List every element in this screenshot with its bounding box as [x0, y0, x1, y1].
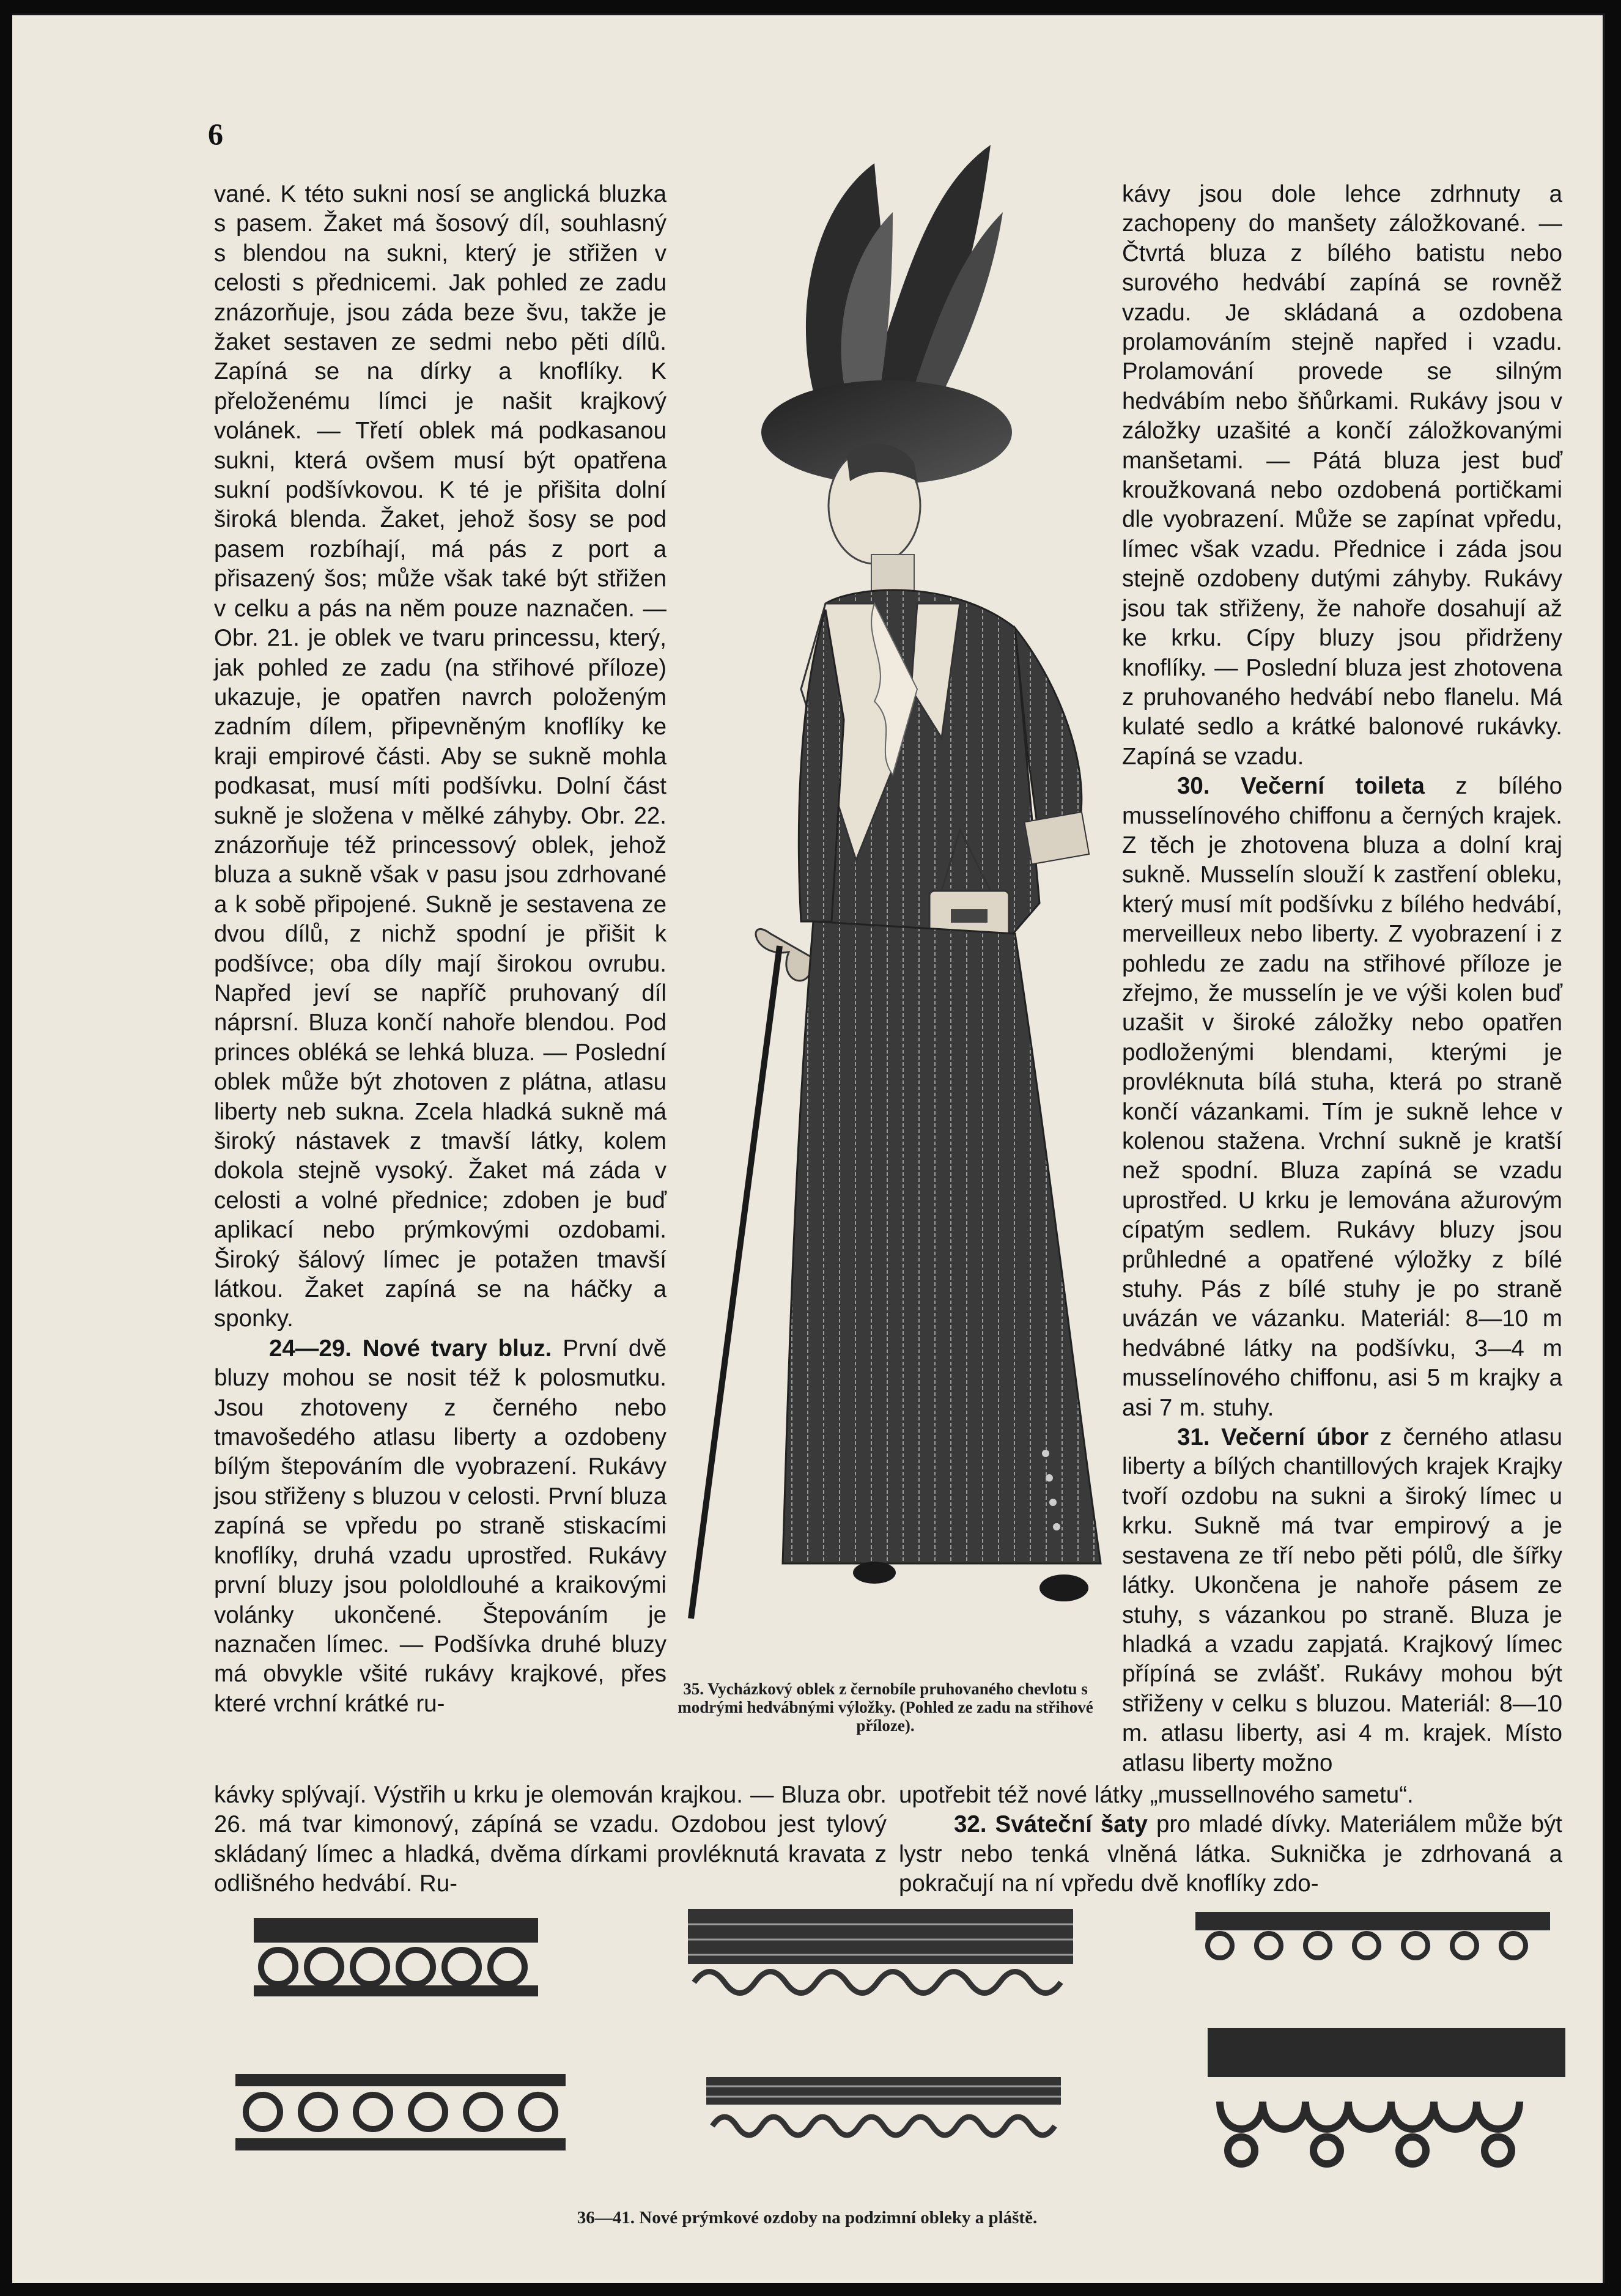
- braid-trim-icon: [1195, 1900, 1550, 1967]
- braid-trim-icon: [1208, 2028, 1565, 2172]
- page-number: 6: [208, 117, 223, 151]
- section-24-29-text: První dvě bluzy mohou se nosit též k polosmutku. Jsou zhotoveny z černého nebo tmavošedého atlasu liberty a ozdobeny bílým štepováním dle vyobrazení. Rukávy jsou střiženy s bluzou v celosti. První bluza zapíná se vpředu po straně stiskacími knoflíky, druhá vzadu uprostřed. Rukávy první bluzy jsou pololdlouhé a kraikovými volánky ukončené. Štepováním je naznačen límec. — Podšívka druhé bluzy má obvykle všité rukávy krajkové, přes které vrchní krátké ru-: [214, 1335, 666, 1717]
- braid-trim-icon: [706, 2077, 1061, 2147]
- section-32: [899, 1810, 1562, 1899]
- section-32-title: Sváteční šaty: [995, 1811, 1148, 1838]
- fashion-illustration: [673, 139, 1125, 1637]
- left-column: [214, 180, 666, 1719]
- fashion-illustration-svg: [673, 139, 1125, 1637]
- section-24-29: [214, 1334, 666, 1719]
- section-24-29-number: 24—29.: [269, 1335, 352, 1362]
- braid-trim-40: [235, 2074, 566, 2150]
- bottom-left-paragraph: kávky splývají. Výstřih u krku je olemován krajkou. — Bluza obr. 26. má tvar kimonový, zápíná se vzadu. Ozdobou jest tylový skládaný límec a hladká, dvěma dírkami provléknutá kravata z odlišného hedvábí. Ru-: [214, 1782, 887, 1897]
- section-31: [1122, 1423, 1562, 1778]
- bottom-caption: 36—41. Nové prýmkové ozdoby na podzimní obleky a pláště.: [577, 2208, 1038, 2228]
- braid-trim-icon: [254, 1912, 538, 2004]
- right-column: [1122, 180, 1562, 1778]
- section-32-number: 32.: [954, 1811, 987, 1838]
- braid-trim-38: [1195, 1900, 1550, 1967]
- section-32-text: pro mladé dívky. Materiálem může být lystr nebo tenká vlněná látka. Suknička je zdrhovaná a pokračují na ní vpředu dvě knoflíky zdo-: [899, 1811, 1562, 1897]
- right-rule: [1603, 13, 1605, 2283]
- section-31-number: 31.: [1177, 1424, 1210, 1451]
- bottom-middle-paragraph: upotřebit též nové látky „mussellnového sametu“.: [899, 1782, 1414, 1808]
- section-30-number: 30.: [1177, 773, 1210, 800]
- right-column-intro: kávy jsou dole lehce zdrhnuty a zachopeny do manšety záložkované. — Čtvrtá bluza z bílého batistu nebo surového hedvábí zapíná se rovněž vzadu. Je skládaná a ozdobena prolamováním stejně napřed i vzadu. Prolamování provede se silným hedvábím nebo šňůrkami. Rukávy jsou v záložky uzašité a končí záložkovanými manšetami. — Pátá bluza jest buď kroužkovaná nebo ozdobená portičkami dle vyobrazení. Může se zapínat vpředu, límec však vzadu. Přednice i záda jsou stejně ozdobeny dutými záhyby. Rukávy jsou tak střiženy, že nahoře dosahují až ke krku. Cípy bluzy jsou přidrženy knoflíky. — Poslední bluza jest zhotovena z pruhovaného hedvábí nebo flanelu. Má kulaté sedlo a krátké balonové rukávky. Zapíná se vzadu.: [1122, 181, 1562, 770]
- section-30: [1122, 772, 1562, 1423]
- braid-trim-icon: [235, 2074, 566, 2150]
- section-31-title: Večerní úbor: [1221, 1424, 1369, 1451]
- braid-trim-41: [706, 2077, 1061, 2147]
- magazine-page: [12, 13, 1605, 2283]
- braid-trim-36: [254, 1912, 538, 2004]
- braid-trim-39: [1208, 2028, 1565, 2172]
- braid-trim-icon: [688, 1906, 1073, 2007]
- section-30-title: Večerní toileta: [1241, 773, 1425, 800]
- bottom-right-text: [899, 1781, 1562, 1899]
- section-30-text: z bílého musselínového chiffonu a černých krajek. Z těch je zhotovena bluza a dolní kraj sukně. Musselín slouží k zastření obleku, který musí mít podšívku z bílého hedvábí, merveilleux nebo liberty. Z vyobrazení i z pohledu ze zadu na střihové příloze je zřejmo, že musselín je ve výši kolen buď uzašit v široké záložky nebo opatřen podloženými blendami, kterými je provléknuta bílá stuha, která po straně končí vázankami. Tím je sukně lehce v kolenou stažena. Vrchní sukně je kratší než spodní. Bluza zapíná se vzadu uprostřed. U krku je lemována ažurovým cípatým sedlem. Rukávy bluzy jsou průhledné a opatřené výložky z bílé stuhy. Pás z bílé stuhy je po straně uvázán ve vázanku. Materiál: 8—10 m hedvábné látky na podšívku, 3—4 m musselínového chiffonu, asi 5 m krajky a asi 7 m. stuhy.: [1122, 773, 1562, 1421]
- top-rule: [12, 13, 1605, 15]
- figure-caption: 35. Vycházkový oblek z černobíle pruhovaného chevlotu s modrými hedvábnými výložky. (Pohled ze zadu na střihové příloze).: [678, 1680, 1093, 1735]
- braid-trim-37: [688, 1906, 1073, 2007]
- section-24-29-title: Nové tvary bluz.: [362, 1335, 552, 1362]
- bottom-left-text: [214, 1781, 887, 1899]
- section-31-text: z černého atlasu liberty a bílých chantillových krajek Krajky tvoří ozdobu na sukni a široký límec u krku. Sukně má tvar empirový a je sestavena ze tří nebo pěti pólů, dle šířky látky. Ukončena je nahoře pásem ze stuhy, s vázankou po straně. Bluza je hladká a vzadu zapjatá. Krajkový límec přípíná se zvlášť. Rukávy mohou být střiženy v celku s bluzou. Materiál: 8—10 m. atlasu liberty, asi 4 m. krajek. Místo atlasu liberty možno: [1122, 1424, 1562, 1776]
- left-column-text: vané. K této sukni nosí se anglická bluzka s pasem. Žaket má šosový díl, souhlasný s blendou na sukni, který je střižen v celosti s přednicemi. Jak pohled ze zadu znázorňuje, jsou záda beze švu, takže je žaket sestaven ze sedmi nebo pěti dílů. Zapíná se na dírky a knoflíky. K přeloženému límci je našit krajkový volánek. — Třetí oblek má podkasanou sukni, která ovšem musí být opatřena sukní podšívkovou. K té je přišita dolní široká blenda. Žaket, jehož šosy se pod pasem rozbíhají, má pás z port a přisazený šos; může však také být střižen v celku a pás na něm pouze naznačen. — Obr. 21. je oblek ve tvaru princessu, který, jak pohled ze zadu (na střihové příloze) ukazuje, je opatřen navrch položeným zadním dílem, připevněným knoflíky ke kraji empirové části. Aby se sukně mohla podkasat, musí míti podšívku. Dolní část sukně je složena v mělké záhyby. Obr. 22. znázorňuje též princessový oblek, jehož bluza a sukně však v pasu jsou zdrhované a k sobě připojené. Sukně je sestavena ze dvou dílů, z nichž spodní je přišit k podšívce; oba díly mají širokou ovrubu. Napřed jeví se napříč pruhovaný díl náprsní. Bluza končí nahoře blendou. Pod princes obléká se lehká bluza. — Poslední oblek může být zhotoven z plátna, atlasu liberty neb sukna. Zcela hladká sukně má široký nástavek z tmavší látky, kolem dokola stejně vysoký. Žaket má záda v celosti a volné přednice; zdoben je buď aplikací nebo prýmkovými ozdobami. Široký šálový límec je potažen tmavší látkou. Žaket zapíná se na háčky a sponky.: [214, 181, 666, 1332]
